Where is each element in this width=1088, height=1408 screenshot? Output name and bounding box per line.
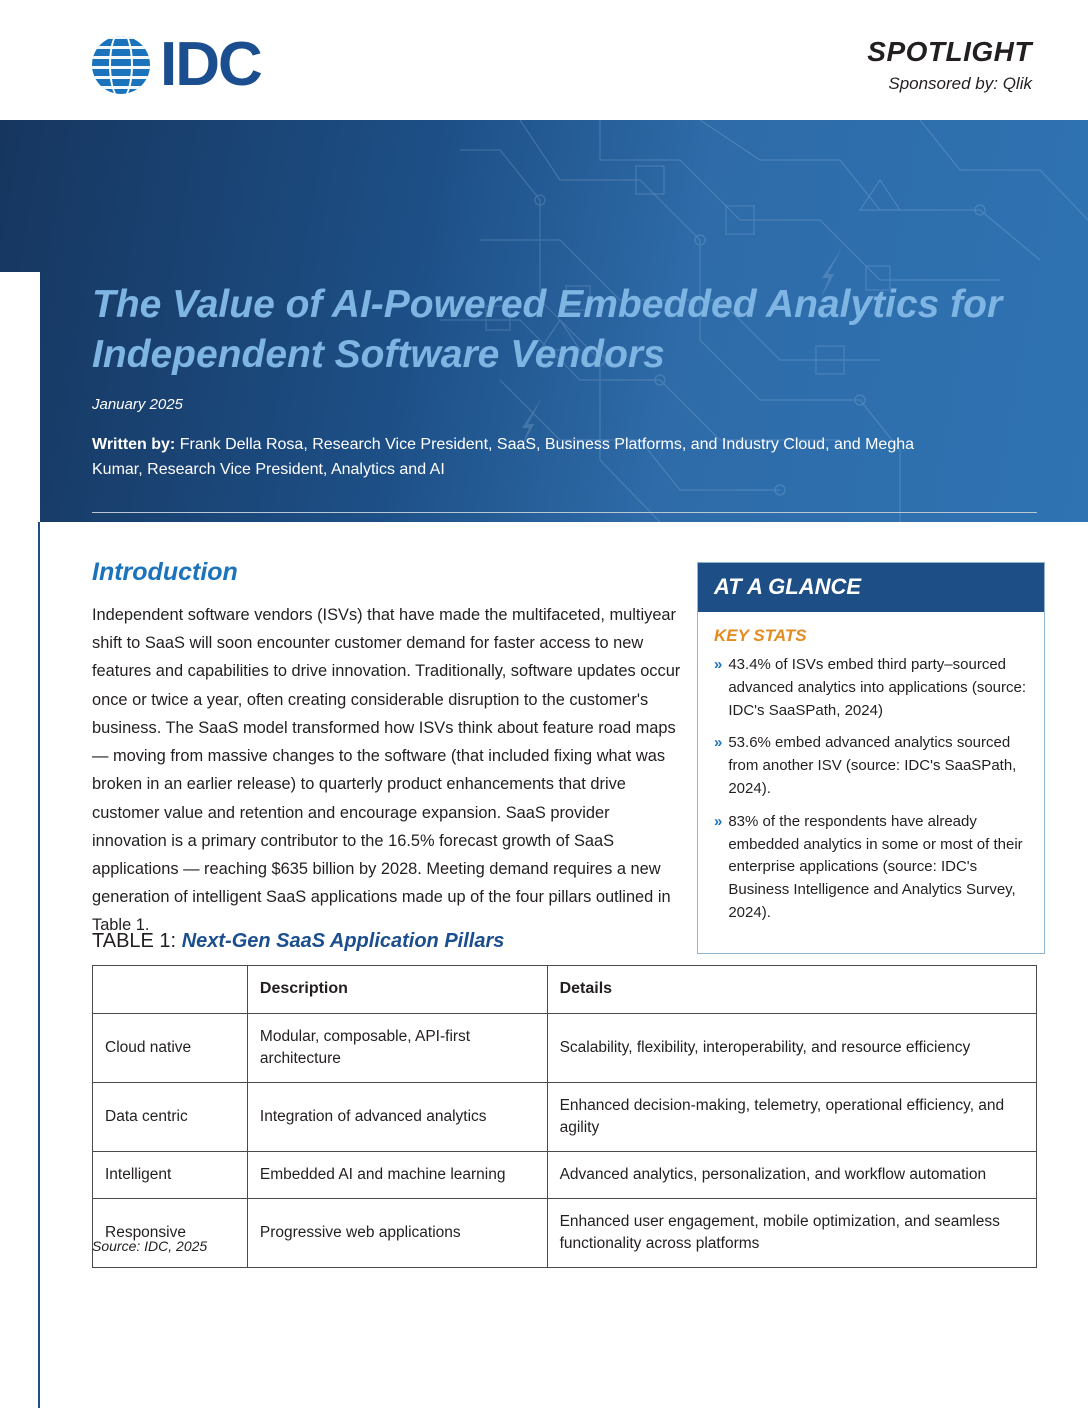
authors-line — [92, 433, 952, 483]
table-row — [93, 1082, 1037, 1151]
table-cell-description: Integration of advanced analytics — [247, 1082, 547, 1151]
key-stats-label: KEY STATS — [714, 626, 807, 645]
idc-globe-icon — [92, 36, 150, 94]
key-stat-text: 43.4% of ISVs embed third party–sourced advanced analytics into applications (source: IDC's SaaSPath, 2024) — [728, 656, 1027, 719]
table-cell-pillar: Intelligent — [93, 1151, 248, 1198]
table-caption — [92, 930, 504, 953]
table-cell-pillar: Cloud native — [93, 1013, 248, 1082]
table-cell-description: Embedded AI and machine learning — [247, 1151, 547, 1198]
list-item — [714, 654, 1028, 722]
list-item — [714, 732, 1028, 800]
table-source-note: Source: IDC, 2025 — [92, 1238, 208, 1254]
list-item — [714, 811, 1028, 925]
spotlight-label: SPOTLIGHT — [867, 36, 1032, 67]
table-col-details: Details — [547, 966, 1036, 1014]
bullet-chevron-icon: » — [714, 656, 723, 673]
bullet-chevron-icon: » — [714, 734, 723, 752]
banner-left-notch — [0, 272, 40, 522]
table-caption-title: Next-Gen SaaS Application Pillars — [181, 930, 505, 952]
authors-names: Frank Della Rosa, Research Vice President, SaaS, Business Platforms, and Industry Cloud, and Megha Kumar, Research Vice President, Analytics and AI — [92, 435, 915, 478]
at-a-glance-heading: AT A GLANCE — [698, 563, 1044, 612]
table-col-description: Description — [247, 966, 547, 1014]
written-by-label: Written by: — [92, 435, 176, 453]
key-stat-text: 83% of the respondents have already embedded analytics in some or most of their enterprise applications (source: IDC's Business Intelligence and Analytics Survey, 2024). — [728, 812, 1023, 921]
table-row — [93, 1013, 1037, 1082]
key-stat-text: 53.6% embed advanced analytics sourced from another ISV (source: IDC's SaaSPath, 2024). — [728, 734, 1017, 797]
title-block — [92, 280, 1037, 482]
table-cell-details: Enhanced user engagement, mobile optimization, and seamless functionality across platforms — [547, 1198, 1036, 1267]
table-cell-details: Scalability, flexibility, interoperability, and resource efficiency — [547, 1013, 1036, 1082]
at-a-glance-box — [697, 562, 1045, 954]
page-header — [0, 0, 1088, 120]
page-title: The Value of AI-Powered Embedded Analytics for Independent Software Vendors — [92, 283, 1003, 376]
table-cell-pillar: Responsive — [93, 1198, 248, 1267]
table-cell-details: Advanced analytics, personalization, and workflow automation — [547, 1151, 1036, 1198]
introduction-body: Independent software vendors (ISVs) that have made the multifaceted, multiyear shift to SaaS will soon encounter customer demand for faster access to new features and capabilities to drive innovation. Traditionally, software updates occur once or twice a year, often creating considerable disruption to the customer's business. The SaaS model transformed how ISVs think about feature road maps — moving from massive changes to the software (that included fixing what was broken in an earlier release) to quarterly product enhancements that drive customer value and retention and encourage expansion. SaaS provider innovation is a primary contributor to the 16.5% forecast growth of SaaS applications — reaching $635 billion by 2028. Meeting demand requires a new generation of intelligent SaaS applications made up of the four pillars outlined in Table 1. — [92, 606, 681, 935]
table-cell-pillar: Data centric — [93, 1082, 248, 1151]
table-cell-description: Modular, composable, API-first architecture — [247, 1013, 547, 1082]
table-caption-label: TABLE 1: — [92, 930, 177, 952]
sponsor-label: Sponsored by: Qlik — [888, 74, 1032, 93]
introduction-section — [92, 558, 687, 940]
table-cell-details: Enhanced decision-making, telemetry, operational efficiency, and agility — [547, 1082, 1036, 1151]
table-header-row — [93, 966, 1037, 1014]
introduction-heading: Introduction — [92, 558, 238, 586]
publication-date: January 2025 — [92, 395, 183, 413]
left-rail — [0, 522, 40, 1408]
table-row — [93, 1151, 1037, 1198]
idc-logo-text: IDC — [160, 30, 261, 99]
idc-logo — [92, 30, 261, 99]
title-divider — [92, 512, 1037, 513]
bullet-chevron-icon: » — [714, 812, 723, 830]
at-a-glance-body — [698, 612, 1044, 953]
table-col-pillar — [93, 966, 248, 1014]
table-cell-description: Progressive web applications — [247, 1198, 547, 1267]
table-row — [93, 1198, 1037, 1267]
pillars-table — [92, 965, 1037, 1268]
spotlight-block — [867, 36, 1032, 94]
